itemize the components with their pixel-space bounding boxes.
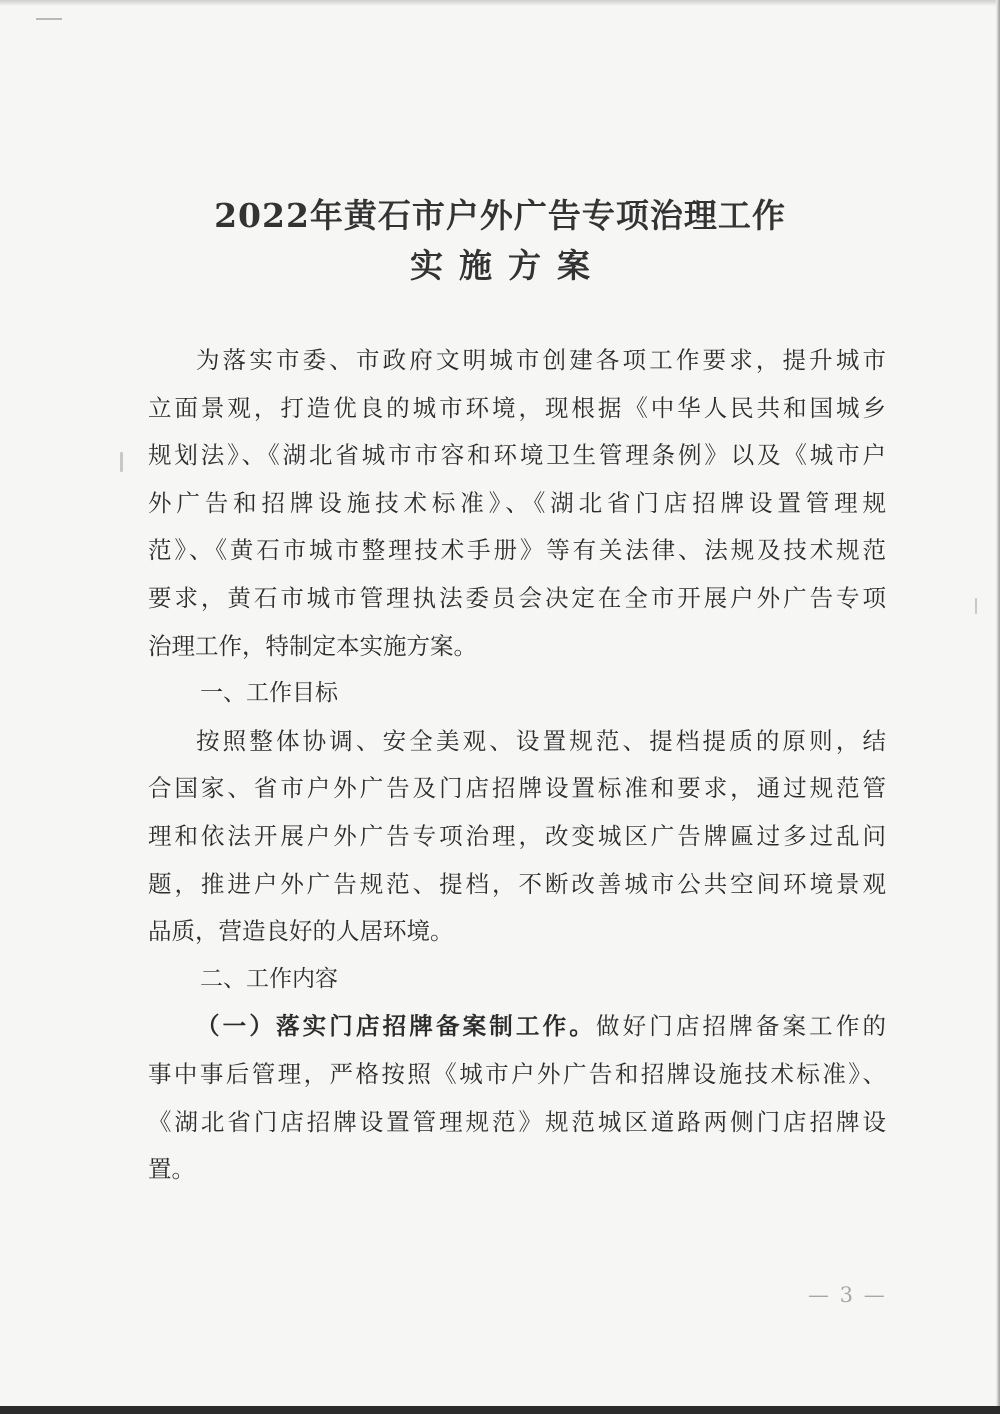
document-title-line-1: 2022年黄石市户外广告专项治理工作 <box>214 196 786 235</box>
section1-line: 合国家、省市户外广告及门店招牌设置标准和要求，通过规范管 <box>148 774 886 803</box>
section1-line: 按照整体协调、安全美观、设置规范、提档提质的原则，结 <box>196 726 886 755</box>
section-heading-work-goals: 一、工作目标 <box>200 680 338 707</box>
item1-line: 事中事后管理，严格按照《城市户外广告和招牌设施技术标准》、 <box>148 1059 886 1088</box>
item1-first-rest: 做好门店招牌备案工作的 <box>595 1012 886 1041</box>
item1-line: 置。 <box>148 1155 195 1184</box>
intro-line: 治理工作，特制定本实施方案。 <box>148 631 477 660</box>
intro-line: 范》、《黄石市城市整理技术手册》等有关法律、法规及技术规范 <box>148 536 886 565</box>
intro-line: 要求，黄石市城市管理执法委员会决定在全市开展户外广告专项 <box>148 583 886 612</box>
section1-line: 题，推进户外广告规范、提档，不断改善城市公共空间环境景观 <box>148 869 886 898</box>
section1-line: 品质，营造良好的人居环境。 <box>148 917 454 946</box>
section1-line: 理和依法开展户外广告专项治理，改变城区广告牌匾过多过乱问 <box>148 821 886 850</box>
scan-speck <box>120 452 123 472</box>
section-heading-work-content: 二、工作内容 <box>200 965 338 992</box>
scan-mark <box>36 18 62 20</box>
document-title-line-2: 实施方案 <box>410 246 606 285</box>
intro-line: 立面景观，打造优良的城市环境，现根据《中华人民共和国城乡 <box>148 393 886 422</box>
intro-line: 外广告和招牌设施技术标准》、《湖北省门店招牌设置管理规 <box>148 488 886 517</box>
page-number: — 3 — <box>808 1283 887 1307</box>
intro-line: 规划法》、《湖北省城市市容和环境卫生管理条例》以及《城市户 <box>148 441 886 470</box>
intro-line: 为落实市委、市政府文明城市创建各项工作要求，提升城市 <box>196 346 886 374</box>
item1-lead: （一）落实门店招牌备案制工作。 <box>196 1012 596 1041</box>
item1-line: 《湖北省门店招牌设置管理规范》规范城区道路两侧门店招牌设 <box>148 1107 886 1136</box>
scan-edge-bottom <box>0 1406 1000 1414</box>
item1-first-line <box>148 1003 886 1051</box>
scan-edge-top <box>0 0 1000 6</box>
document-body <box>148 337 886 1194</box>
scan-speck <box>975 598 977 614</box>
